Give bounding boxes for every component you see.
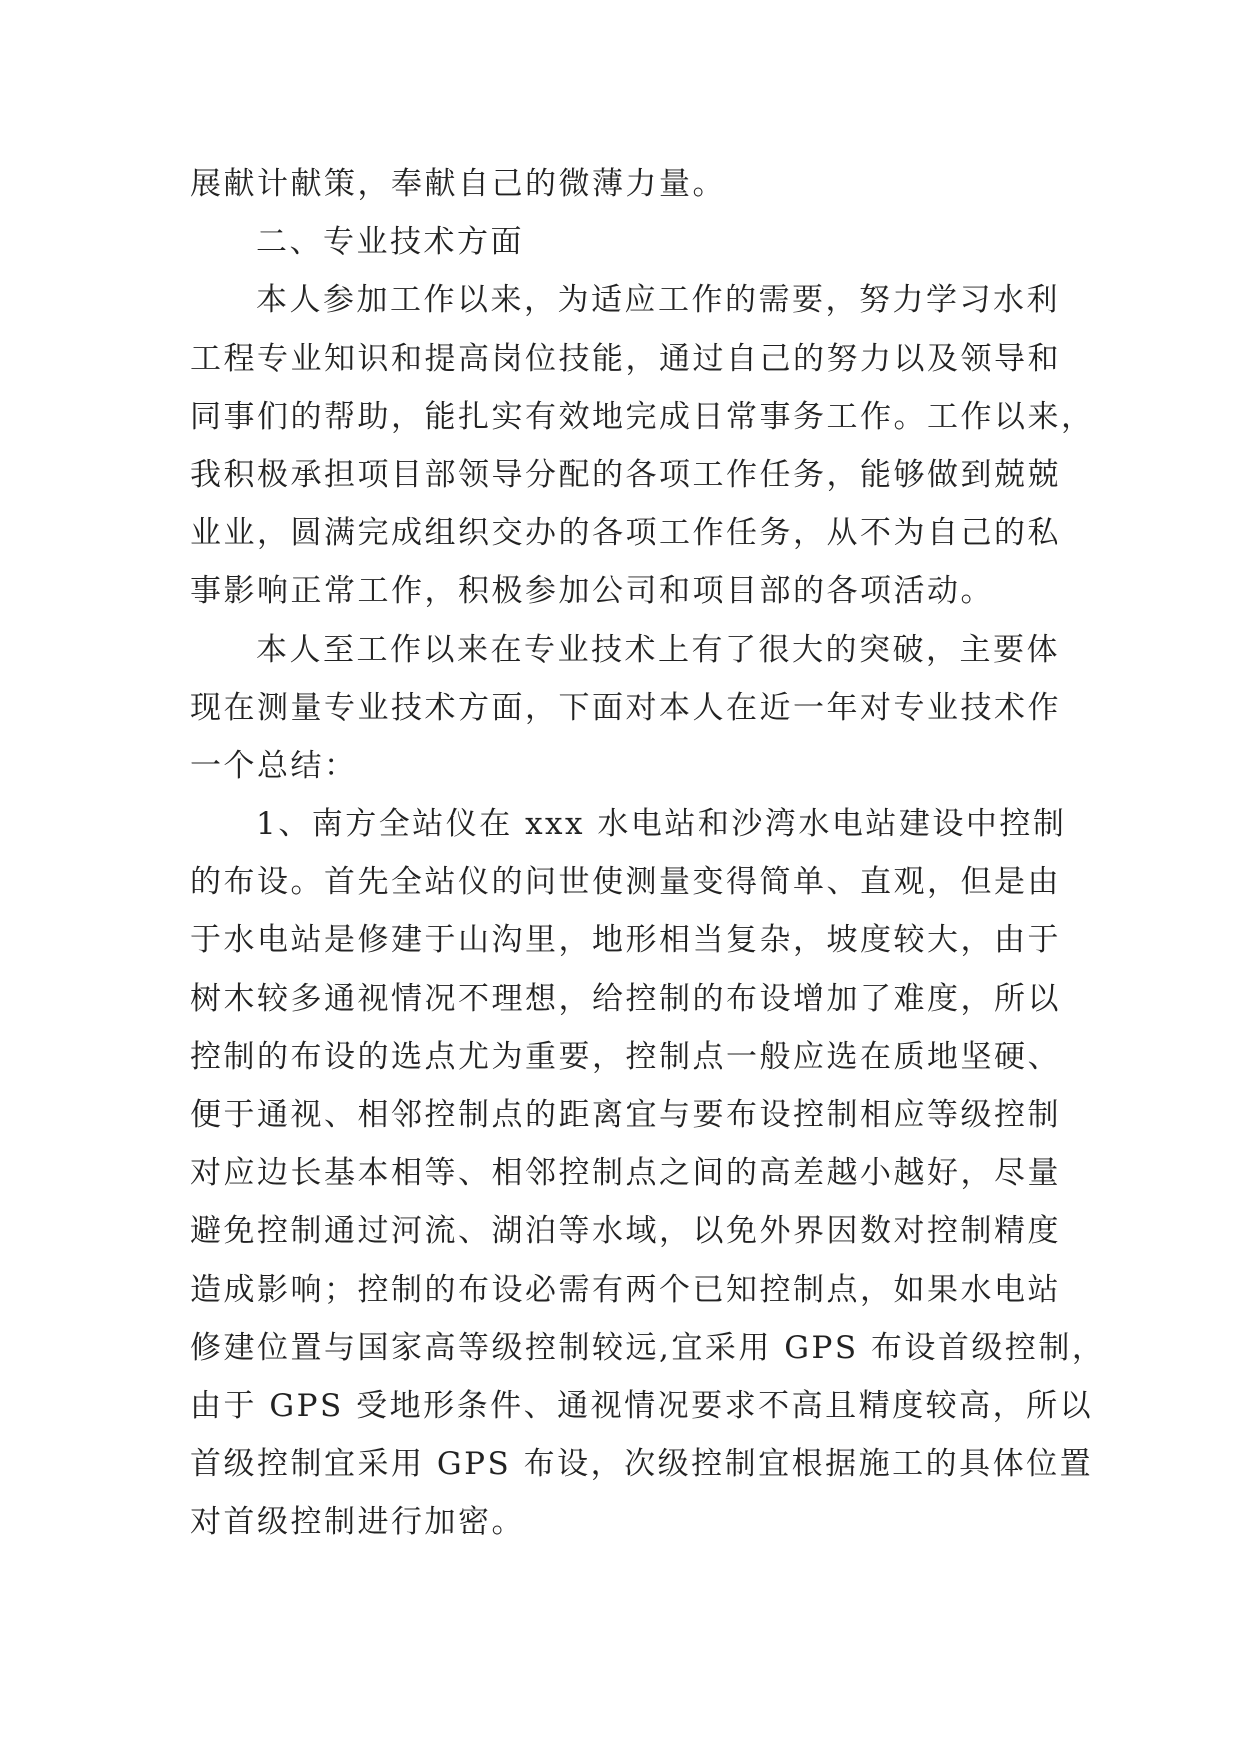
document-body bbox=[190, 155, 1106, 1552]
list-item-heading: 1、南方全站仪在 xxx 水电站和沙湾水电站建设中控制 bbox=[256, 806, 1067, 843]
section-heading: 二、专业技术方面 bbox=[256, 224, 524, 261]
text-line: 同事们的帮助，能扎实有效地完成日常事务工作。工作以来， bbox=[190, 398, 1095, 435]
text-line: 的布设。首先全站仪的问世使测量变得简单、直观，但是由 bbox=[190, 864, 1061, 901]
text-line: 首级控制宜采用 GPS 布设，次级控制宜根据施工的具体位置 bbox=[190, 1446, 1094, 1483]
text-line: 由于 GPS 受地形条件、通视情况要求不高且精度较高，所以 bbox=[190, 1387, 1094, 1424]
text-line: 控制的布设的选点尤为重要，控制点一般应选在质地坚硬、 bbox=[190, 1038, 1061, 1075]
text-line: 业业，圆满完成组织交办的各项工作任务，从不为自己的私 bbox=[190, 515, 1061, 552]
text-line: 现在测量专业技术方面，下面对本人在近一年对专业技术作 bbox=[190, 689, 1061, 726]
text-line: 事影响正常工作，积极参加公司和项目部的各项活动。 bbox=[190, 573, 994, 610]
text-line: 树木较多通视情况不理想，给控制的布设增加了难度，所以 bbox=[190, 980, 1061, 1017]
text-line: 工程专业知识和提高岗位技能，通过自己的努力以及领导和 bbox=[190, 340, 1061, 377]
text-line: 避免控制通过河流、湖泊等水域，以免外界因数对控制精度 bbox=[190, 1213, 1061, 1250]
text-line: 修建位置与国家高等级控制较远,宜采用 GPS 布设首级控制， bbox=[190, 1329, 1106, 1366]
text-line: 对应边长基本相等、相邻控制点之间的高差越小越好，尽量 bbox=[190, 1155, 1061, 1192]
text-line: 对首级控制进行加密。 bbox=[190, 1504, 525, 1541]
text-line: 展献计献策，奉献自己的微薄力量。 bbox=[190, 166, 726, 202]
text-line: 我积极承担项目部领导分配的各项工作任务，能够做到兢兢 bbox=[190, 456, 1061, 493]
text-line: 本人至工作以来在专业技术上有了很大的突破，主要体 bbox=[256, 631, 1060, 668]
text-line: 造成影响；控制的布设必需有两个已知控制点，如果水电站 bbox=[190, 1271, 1061, 1308]
text-line: 一个总结： bbox=[190, 747, 358, 784]
text-line: 本人参加工作以来，为适应工作的需要，努力学习水利 bbox=[256, 282, 1060, 319]
text-line: 便于通视、相邻控制点的距离宜与要布设控制相应等级控制 bbox=[190, 1097, 1061, 1133]
text-line: 于水电站是修建于山沟里，地形相当复杂，坡度较大，由于 bbox=[190, 922, 1061, 959]
